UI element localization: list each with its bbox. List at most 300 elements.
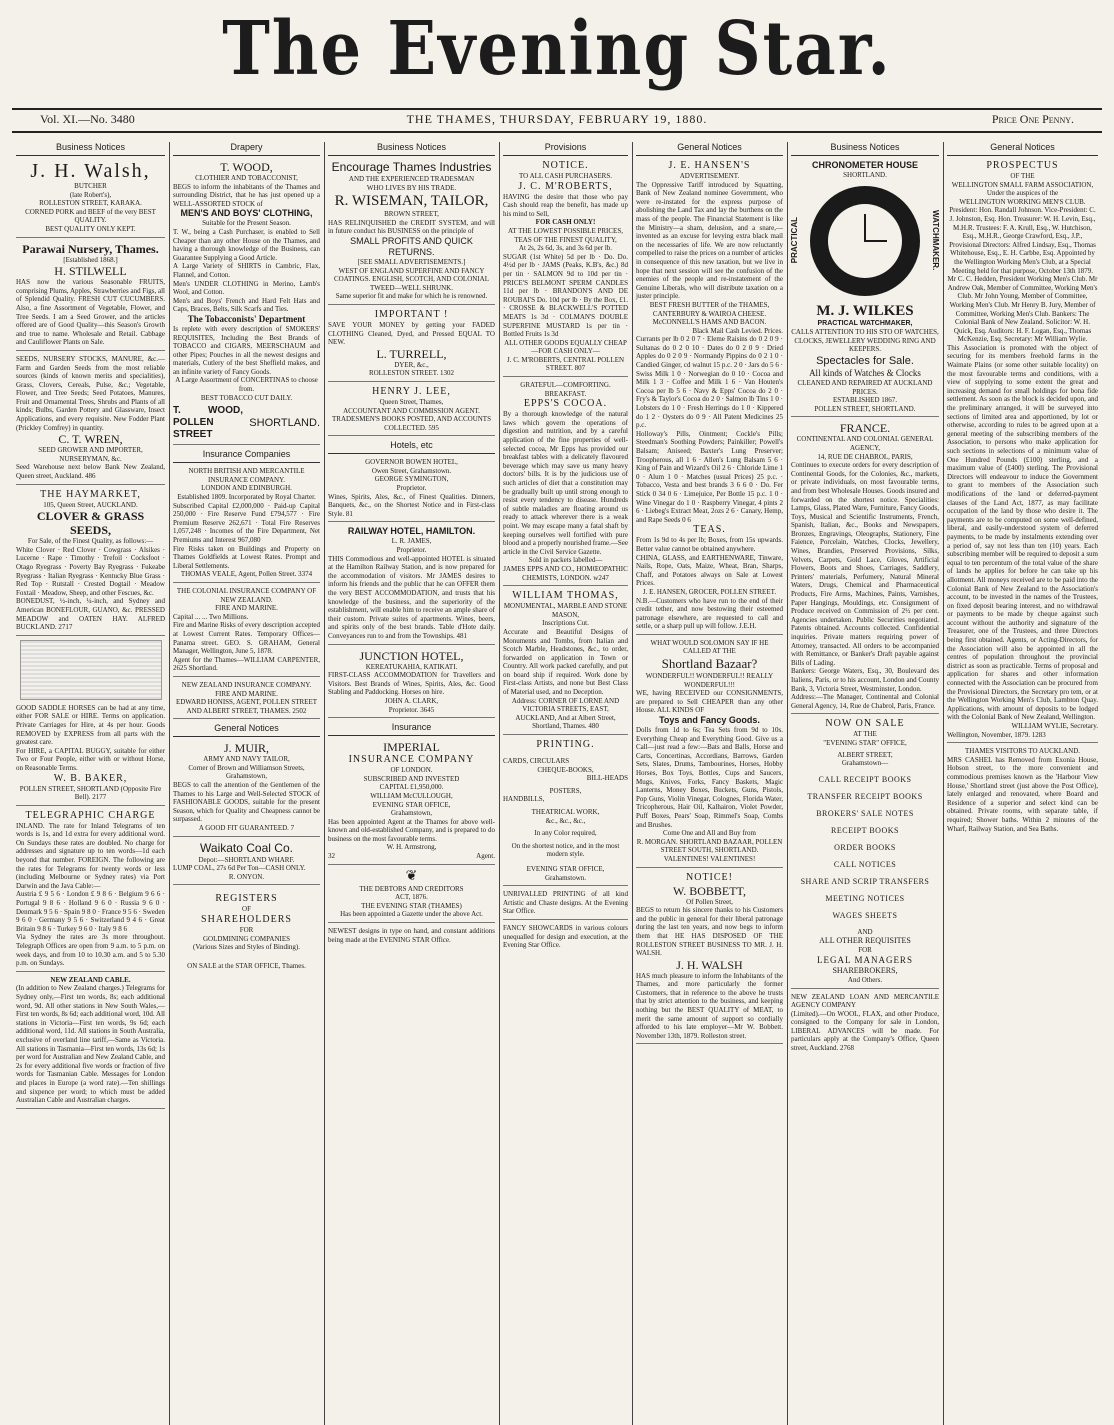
ad-text: VALENTINES! VALENTINES!: [663, 854, 756, 863]
ad-text: On the shortest notice, and in the most modern style.: [511, 841, 620, 859]
ad-text: WILLIAM WYLIE, Secretary.: [1011, 722, 1098, 730]
ad-heading: NEW ZEALAND LOAN AND MERCANTILE AGENCY COMPANY: [791, 992, 939, 1010]
ad-walsh-butcher: [16, 160, 165, 238]
ad-text: FOR: [239, 926, 254, 934]
section-heading: Business Notices: [328, 142, 495, 156]
ad-junction-hotel: [328, 649, 495, 719]
ad-text: Dolls from 1d to 6s; Tea Sets from 9d to 10s. Everything Cheap and Everything Good. Give us a Call—just read a few:—Bats and Balls, Horse and Carts, Concertinas, Accordians, Barrows, Garden Sets, Slates, Drums, Tambourines, Horses, Hobby Horses, Box Toys, Bottles, Cups and Saucers, Mugs, Knives, Forks, Fancy Baskets, Magic Lanterns, Money Boxes, Buckets, Guns, Pistols, Pop Guns, Violin Vinegar, Colognes, Florida Water, Tricopherous, Hair Oil, Kalhairon, Violet Powder, Puff Boxes, Pears' Soap, Rimmel's Soap, Combs and Brushes.: [636, 726, 783, 829]
column-6: [787, 142, 943, 1425]
ad-text: SHORTLAND.: [249, 417, 320, 430]
ad-text: ESTABLISHED 1867.: [833, 396, 897, 405]
ad-text: SAVE YOUR MONEY by getting your FADED CLOTHING Cleaned, Dyed, and Pressed EQUAL TO NEW.: [328, 320, 495, 347]
ad-text: EDWARD HONISS, AGENT, POLLEN STREET AND ALBERT STREET, THAMES. 2502: [175, 698, 318, 715]
ad-text: Of Pollen Street,: [686, 897, 733, 906]
ad-heading: Shortland Bazaar?: [661, 656, 758, 672]
ad-text: N.B.—Customers who have run to the end of their credit tether, and now bestowing their esteemed patronage elsewhere, are requested to call and settle, or a sharp pull up will follow. J.E.H.: [636, 596, 783, 631]
column-5: [632, 142, 787, 1425]
ad-subheading: SHAREHOLDERS: [201, 914, 292, 925]
sale-item: TRANSFER RECEIPT BOOKS: [807, 791, 923, 801]
dateline-rule: [12, 131, 1102, 133]
wood-signature: [173, 405, 320, 441]
ad-subheading: TEAS.: [693, 524, 726, 536]
ad-text: AT THE LOWEST POSSIBLE PRICES,: [508, 226, 623, 235]
ad-text: All kinds of Watches & Clocks: [809, 367, 921, 378]
ad-text: Proprietor.: [396, 484, 427, 493]
ad-text: TEAS OF THE FINEST QUALITY,: [514, 235, 617, 244]
ad-text: HAS now the various Seasonable FRUITS, comprising Plums, Apples, Strawberries and Figs, all of Splendid Quality. FRESH CUT CUCUMBERS. Also, a fine Assortment of Vegetable, Flower, and Tree Seeds. I am a Seed Grower, and the articles offered are of Good Quality—this Season's Growth and true to name. Wholesale and Retail. Cabbage and Cauliflower Plants on Sale.: [16, 278, 165, 347]
ad-heading: HENRY J. LEE,: [372, 385, 451, 397]
ad-table: SUGAR (1st White) 5d per lb · Do. Do. 4½d per lb · JAMS (Peaks, K.B's, &c.) 8d per tin · SALMON 9d to 10d per tin · PRICE'S BELMONT SPERM CANDLES 11d per lb · BRANDON'S AND DE ROUBAI'S Do. 10d per lb · By the Box, £1. · CROSSE & BLACKWELL'S POTTED MEATS 1s 3d · COLMAN'S DOUBLE SUPERFINE MUSTARD 1s per tin · Bottled Fruits 1s 3d: [503, 252, 628, 339]
ad-heading: RAILWAY HOTEL, HAMILTON.: [347, 526, 476, 537]
ad-text: Fire Risks taken on Buildings and Property on Thames Goldfields at Lowest Rates. Prompt and Liberal Settlements.: [173, 544, 320, 570]
ad-text: FIRE AND MARINE.: [215, 604, 278, 613]
ad-table: Austria £ 9 5 6 · London £ 9 8 6 · Belgium 9 6 6 · Portugal 9 8 6 · Holland 9 6 0 · Russia 9 6 0 · Denmark 9 5 6 · Spain 9 8 0 · France 9 5 6 · Sweden 9 6 0 · Germany 9 5 6 · Switzerland 9 4 6 · Great Britain 9 8 6 · Turkey 9 6 0 · Italy 9 8 6: [16, 890, 165, 933]
ad-text: Via Sydney the rates are 3s more throughout. Telegraph Offices are open from 9 a.m. to 5 p.m. on week days, and from 10 to 10.30 a.m. and 5 to 5.30 p.m. on Sundays.: [16, 933, 165, 968]
imperial-footer: [328, 852, 495, 861]
sale-item: SHARE AND SCRIP TRANSFERS: [800, 876, 930, 886]
ad-subheading: ARMY AND NAVY TAILOR,: [203, 755, 290, 764]
ad-text: ACT, 1876.: [395, 893, 428, 902]
ad-text: Seed Warehouse next below Bank New Zealand, Queen street, Auckland. 486: [16, 463, 165, 481]
section-heading: Insurance: [328, 722, 495, 736]
ad-text: KEREATUKAHIA, KATIKATI.: [365, 662, 458, 671]
ad-heading: NEW ZEALAND CABLE.: [50, 975, 131, 984]
ad-text: (late Robert's),: [69, 190, 112, 199]
ad-heading: PRINTING.: [536, 739, 595, 751]
section-heading: Business Notices: [791, 142, 939, 156]
ad-epps-cocoa: [503, 381, 628, 586]
ad-subheading: L. R. JAMES,: [391, 537, 432, 546]
ad-text: FIRST-CLASS ACCOMMODATION for Travellers and Visitors. Best Brands of Wines, Spirits, Ales, &c. Good Stabling and Paddocking. Horses on hire.: [328, 671, 495, 697]
ad-heading: L. TURRELL,: [376, 346, 447, 361]
ad-text: Is replete with every description of SMOKERS' REQUISITES, Including the Best Brands of TOBACCO and CIGARS, MEERSCHAUM and other Pipes; Pouches in all the newest designs and materials, Cutlery of the best Sheffield makes, and an infinite variety of Fancy Goods.: [173, 324, 320, 376]
ad-text: Capital ... ... Two Millions.: [173, 612, 249, 621]
ad-text: T. WOOD, POLLEN STREET: [173, 405, 243, 441]
ad-heading: J. H. Walsh,: [30, 160, 151, 182]
sale-item: WAGES SHEETS: [832, 910, 898, 920]
ad-heading: THE HAYMARKET,: [40, 488, 141, 500]
ad-text: POLLEN STREET, SHORTLAND (Opposite Fire Bell). 2177: [19, 784, 162, 802]
ad-text: THOMAS VEALE, Agent, Pollen Street. 3374: [180, 570, 313, 579]
horse-carriage-illustration: [20, 640, 162, 700]
ad-text: BROWN STREET,: [384, 210, 439, 219]
ad-imperial-insurance: [328, 740, 495, 865]
ad-text: HAVING the desire that those who pay Cash should reap the benefit, has made up his mind to Sell,: [503, 192, 628, 218]
ad-text: BEGS to return his sincere thanks to his Customers and the public in general for their liberal patronage during the last ten years, and now begs to inform them that HE HAS DISPOSED OF THE ROLLESTON STREET BUSINESS TO MR. J. H. WALSH.: [636, 906, 783, 958]
ad-baker-horses: [16, 640, 165, 806]
ad-heading: NEW ZEALAND INSURANCE COMPANY.: [181, 680, 312, 689]
ad-subheading: CLOTHIER AND TOBACCONIST,: [195, 174, 298, 182]
ad-text: Has been appointed a Gazette under the above Act.: [340, 910, 483, 919]
ad-text: 105, Queen Street, AUCKLAND.: [43, 500, 138, 509]
ad-subheading: Spectacles for Sale.: [816, 354, 914, 367]
ad-text: Agent.: [476, 852, 495, 861]
ad-heading: Parawai Nursery, Thames.: [22, 241, 159, 256]
ad-text: W. H. Armstrong,: [386, 843, 437, 852]
dateline: [12, 112, 1102, 130]
ad-subheading: J. C. M'ROBERTS,: [518, 180, 613, 192]
ad-subheading: "EVENING STAR" OFFICE,: [823, 738, 907, 747]
ad-heading: T. WOOD,: [220, 160, 273, 174]
ad-text: T. W., being a Cash Purchaser, is enabled to Sell Cheaper than any other House on the Thames, and having a thorough knowledge of the Business, can Guarantee Supplying a Good Article.: [173, 227, 320, 262]
ad-text: BEST QUALITY ONLY KEPT.: [45, 224, 136, 233]
ad-text: THE EVENING STAR (THAMES): [361, 901, 462, 910]
ad-text: (Various Sizes and Styles of Binding).: [193, 943, 300, 952]
ad-colonial-insurance: [173, 587, 320, 677]
ad-text: J. E. HANSEN, GROCER, POLLEN STREET.: [642, 587, 777, 596]
ad-text: Has been appointed Agent at the Thames for above well-known and old-established Company, and is prepared to do business on the most favourable terms.: [328, 817, 495, 843]
ad-text: POLLEN STREET, SHORTLAND.: [814, 404, 916, 413]
ad-text: CAPITAL £1,950,000.: [379, 783, 444, 792]
ad-subheading: EPPS'S COCOA.: [523, 398, 608, 410]
ad-text: And Others.: [847, 975, 883, 984]
sale-item: CALL NOTICES: [833, 859, 897, 869]
ad-hansen-grocer: [636, 160, 783, 635]
ad-text: Fire and Marine Risks of every description accepted at Lowest Current Rates. Temporary Offices—Panama street. GEO. S. GRAHAM, General Manager, Wellington, June 5, 1878.: [173, 621, 320, 656]
ad-text: Men's and Boys' French and Hard Felt Hats and Caps, Braces, Belts, Silk Scarfs and Ties.: [173, 296, 320, 314]
ad-text: R. ONYON.: [228, 872, 265, 881]
ad-text: Address: CORNER OF LORNE AND VICTORIA STREETS, EAST, AUCKLAND, And at Albert Street, Shortland, Thames. 480: [511, 696, 620, 731]
ad-text: AT THE: [853, 730, 877, 739]
ad-shortland-bazaar: [636, 639, 783, 868]
ad-subheading: ADVERTISEMENT.: [679, 172, 740, 180]
ad-text: Owen Street, Grahamstown.: [371, 466, 452, 475]
ad-heading: CHRONOMETER HOUSE: [811, 160, 918, 170]
ad-registers: [173, 893, 320, 973]
ad-text: BEGS to inform the inhabitants of the Thames and surrounding District, that he has just opened up a WELL-ASSORTED STOCK of: [173, 182, 320, 208]
ad-text: EVENING STAR OFFICE,: [526, 864, 605, 873]
ad-text: WHO LIVES BY HIS TRADE.: [366, 183, 457, 192]
ad-governor-bowen-hotel: [328, 458, 495, 522]
ad-text: Established 1809. Incorporated by Royal Charter.: [177, 493, 316, 502]
clock-row: [791, 180, 939, 302]
sale-item: MEETING NOTICES: [825, 893, 905, 903]
ad-text: [SEE SMALL ADVERTISEMENTS.]: [357, 257, 466, 266]
ad-text: ROLLESTON STREET. 1302: [368, 369, 455, 378]
ad-printing: [503, 739, 628, 886]
ad-table: Currants per lb 0 2 0 7 · Eleme Raisins do 0 2 0 9 · Sultanas do 0 2 0 10 · Dates do 0 2 0 9 · Dried Apples do 0 2 0 9 · Normandy Pippins do 0 2 1 0 · Candied Ginger, cd walnut 15 p.c. 2 0 · Jars do 5 6 · Swiss Milk 1 0 · Norwegian do 0 10 · Cocoa and Milk 1 3 · Coffee and Milk 1 6 · Van Houten's Cocoa per lb 5 6 · Navy & Epps' Cocoa do 2 0 · Fry's & Taylor's Cocoa do 2 0 · Salmon lb Tins 1 0 · Lobsters do 1 0 · Fresh Herrings do 1 0 · Kippered do 1 2 · Oysters do 0 9 · All Patent Medicines 25 p.c.: [636, 335, 783, 430]
ad-text: TO ALL CASH PURCHASERS.: [519, 172, 612, 180]
ad-text: Wellington, November, 1879. 1283: [947, 730, 1046, 739]
ad-text: HAS much pleasure to inform the Inhabitants of the Thames, and more particularly the former Customers, that in reference to the above he trusts that by strict attention to the business, and keeping nothing but the BEST QUALITY of MEAT, to merit the same amount of support so cordially afforded to his late employer—Mr W. Bobbett. November 13th, 1879. Rolleston street.: [636, 971, 783, 1040]
ad-text: R. MORGAN. SHORTLAND BAZAAR, POLLEN STREET SOUTH, SHORTLAND.: [636, 837, 783, 855]
ad-heading: M. J. WILKES: [816, 302, 914, 319]
ad-text: CLEANED AND REPAIRED AT AUCKLAND PRICES.: [797, 378, 933, 396]
masthead: [0, 0, 1114, 98]
ad-text: A Large Variety of SHIRTS in Cambric, Flax, Flannel, and Cotton.: [173, 262, 320, 279]
ad-text: &c., &c., &c.,: [545, 816, 586, 825]
ad-subheading: CLOVER & GRASS SEEDS,: [36, 509, 145, 538]
ad-heading: Encourage Thames Industries: [331, 160, 492, 174]
ad-subheading: Toys and Fancy Goods.: [659, 715, 760, 726]
ad-subheading: GEORGE SYMINGTON,: [374, 475, 449, 484]
ad-text: CALLS ATTENTION TO HIS STO OF WATCHES, CLOCKS, JEWELLERY WEDDING RING AND KEEPERS.: [791, 328, 939, 354]
ad-text: FOR: [858, 946, 872, 955]
ad-subheading: PRACTICAL WATCHMAKER,: [817, 319, 913, 327]
ad-heading: PROSPECTUS: [986, 160, 1059, 171]
section-heading: General Notices: [947, 142, 1098, 156]
ad-nz-loan-agency: [791, 993, 939, 1056]
ad-text: UNRIVALLED PRINTING of all kind Artistic and Chaste designs. At the Evening Star Office.: [503, 890, 628, 916]
clock-icon: [810, 186, 920, 296]
ad-subheading: H. STILWELL: [54, 264, 127, 279]
ad-text: WHAT WOULD SOLOMON SAY IF HE CALLED AT THE: [650, 638, 769, 656]
ad-heading: IMPERIAL: [383, 740, 440, 755]
ad-heading: NOW ON SALE: [825, 718, 905, 730]
ad-text: Inscriptions Cut.: [542, 619, 589, 628]
section-heading: Business Notices: [16, 142, 165, 156]
ad-text: WONDERFUL!! WONDERFUL!! REALLY WONDERFUL!!!: [645, 672, 774, 689]
section-heading: Hotels, etc: [328, 440, 495, 454]
ad-nz-cable: [16, 976, 165, 1109]
ad-heading: Waikato Coal Co.: [200, 840, 293, 855]
ad-text: POSTERS,: [549, 786, 582, 795]
ad-text: Suitable for the Present Season.: [202, 219, 291, 228]
ad-heading: C. T. WREN,: [58, 432, 123, 447]
sale-item: CALL RECEIPT BOOKS: [818, 774, 912, 784]
columns: [12, 142, 1102, 1425]
ad-text: WATCHMAKER.: [931, 210, 940, 271]
ad-heading: THE DEBTORS AND CREDITORS: [359, 884, 464, 893]
ad-heading: FRANCE.: [839, 421, 891, 436]
ad-wood-clothier: [173, 160, 320, 445]
ad-text: ROLLESTON STREET, KARAKA.: [39, 199, 142, 208]
ad-text: HAS RELINQUISHED the CREDIT SYSTEM, and will in future conduct his BUSINESS on the principle of: [328, 218, 495, 236]
ad-table: Subscribed Capital £2,000,000 · Paid-up Capital 250,000 · Fire Reserve Fund £794,577 · Fire Premium Reserve 262,671 · Total Fire Reserves 1,057,248 · Incomes of the Fire Department, Net Premiums and Interest 967,080: [173, 501, 320, 544]
ad-text: CHINA, GLASS, and EARTHENWARE, Tinware, Nails, Rope, Oats, Maize, Wheat, Bran, Sharps, Chaff, and Potatoes always on Sale at Lowest Prices.: [636, 553, 783, 588]
ad-text: THEATRICAL WORK,: [531, 808, 600, 816]
ad-text: In any Color required,: [534, 829, 597, 838]
ad-heading: NORTH BRITISH AND MERCANTILE INSURANCE COMPANY.: [188, 467, 305, 484]
column-1: [12, 142, 169, 1425]
ad-text: OF THE: [1010, 172, 1035, 180]
ad-heading: WILLIAM THOMAS,: [512, 590, 619, 602]
ad-text: 14, RUE DE CHABROL, PARIS,: [817, 452, 913, 461]
ad-unrivalled-printing: [503, 890, 628, 920]
ad-text: A Large Assortment of CONCERTINAS to choose from.: [175, 376, 318, 394]
ad-haymarket: [16, 489, 165, 636]
ad-heading: THAMES VISITORS TO AUCKLAND.: [965, 747, 1080, 756]
ad-text: The Oppressive Tariff introduced by Squatting, Bank of New Zealand nominee Government, who were re-instated for the express purpose of abolishing the Land Tax and lay the burthens on the mass of the people. The Financial Statement is like the Ministry—a sham, delusion, and a snare,—invented as an excuse for levying extra black mail on the necessaries of life. We are now reluctantly compelled to raise the prices on a number of articles in consequence of this new taxation, but we live in hope that next session will see the confusion of the enemies of the people and re-instatement of the Genuine Liberals, who will distribute taxation on a juster principle.: [636, 180, 783, 301]
ad-text: BONEDUST, ½-inch, ¼-inch, and Sydney and American BONEFLOUR, GUANO, &c. PRESSED MEADOW and OATEN HAY. ALFRED BUCKLAND. 2717: [16, 597, 165, 632]
ad-subheading: ACCOUNTANT AND COMMISSION AGENT.: [343, 406, 480, 415]
sale-item: RECEIPT BOOKS: [831, 825, 899, 835]
ad-text: [Established 1868.]: [63, 255, 118, 264]
ad-text: WE, having RECEIVED our CONSIGNMENTS, are prepared to Sell CHEAPER than any other House. ALL KINDS OF: [636, 689, 783, 715]
ad-text: MRS CASHEL has Removed from Exonia House, Hobson street, to the more convenient and commodious premises known as the 'Harbour View House,' Shortland street (just above the Post Office), lately enlarged and renovated, where Board and Residence of a superior and select kind can be obtained. Private rooms, with separate table, if required; Shower baths. Within 2 minutes of the Wharf, Railway Station, and Sea Baths.: [947, 755, 1098, 833]
ad-text: Men's UNDER CLOTHING in Merino, Lamb's Wool, and Cotton.: [173, 279, 320, 297]
ad-text: NEWEST designs in type on hand, and constant additions being made at the EVENING STAR Office.: [328, 927, 495, 944]
column-2: [169, 142, 324, 1425]
ad-subheading: INSURANCE COMPANY: [348, 754, 475, 766]
ad-text: ALL OTHER GOODS EQUALLY CHEAP —FOR CASH ONLY—: [504, 338, 627, 356]
ad-text: CORNED PORK and BEEF of the very BEST QUALITY.: [25, 207, 156, 225]
sale-items-list: [791, 775, 939, 921]
ad-heading: NOTICE.: [542, 160, 589, 171]
ad-continental-agency: [791, 421, 939, 714]
ad-turrell-dyer: [328, 309, 495, 382]
ad-north-british: [173, 467, 320, 583]
ad-text: This Association is promoted with the object of securing for its members freehold farms in the Waimate Plains (or some other suitable locality) on the most favourable terms and conditions, with a view of supplying to some extent the great and increasing demand for small holdings for bona fide settlement. As soon as the block is decided upon, and the preliminary arranged, it will be surveyed into sections of limited area and apportioned, by lot or otherwise, according to rules to be agreed upon at a general meeting of the subscribing members of the Association, to persons who make application for such sections in selections of a minimum value of One Hundred Pounds (£100) sterling, and a maximum value of (£400) sterling. The Provisional Directors will endeavour to induce the Government to grant to members of the Association such modifications of the land or deferred-payment clauses of the Land Act, 1877, as may facilitate occupation of the land by those who desire it. The payments are to be computed on some well-defined, liberal, and easily-understood system of deferred payments, to be made by instalments extending over a period of, say not less than ten (10) years. Each subscribing member will be required to deposit a sum equal to ten percentum of the total value of the share of lands he applies for before he can take up his allotment. All moneys received are to be paid into the Colonial Bank of New Zealand to the Association's account, to be invested in the names of the Trustees, on fixed deposit bearing interest, and no withdrawal or payments to be made by cheque against such account without the authority and signature of the Treasurer, one of the Trustees, and three Directors being first obtained. Agents, or Acting-Directors, for the Association will also be appointed in all the centres of population throughout the provincial district as soon as practicable. Terms of proposal and application for shares and other information connected with the Association can be procured from the Provisional Directors, the Secretary pro tem, or at the Wellington Working Men's Club, Lambton Quay. Applications, with amount of deposits to be lodged with the Colonial Bank of New Zealand, Wellington.: [947, 343, 1098, 722]
ad-text: By a thorough knowledge of the natural laws which govern the operations of digestion and nutrition, and by a careful application of the fine properties of well-selected cocoa, Mr Epps has provided our breakfast tables with a delicately flavoured beverage which may save us many heavy doctors' bills. It is by the judicious use of such articles of diet that a constitution may be gradually built up until strong enough to resist every tendency to disease. Hundreds of subtle maladies are floating around us ready to attack wherever there is a weak point. We may escape many a fatal shaft by keeping ourselves well fortified with pure blood and a properly nourished frame.—See article in the Civil Service Gazette.: [503, 410, 628, 556]
section-heading: Provisions: [503, 142, 628, 156]
ad-text: Grahamstown.: [544, 873, 587, 882]
issue-price: Price One Penny.: [991, 112, 1074, 126]
ad-heading: GOVERNOR BOWEN HOTEL,: [365, 458, 458, 467]
ad-text: At 2s, 2s 6d, 3s, and 3s 6d per lb.: [518, 244, 613, 253]
ad-text: President: Hon. Randall Johnson. Vice-President: C. J. Johnston, Esq. Hon. Treasurer: W. H. Levin, Esq., M.H.R. Trustees: F. A. Krull, Esq., W. Hutchison, Esq., M.H.R., George Crawford, Esq., J.P., Provisional Directors: Alfred Lindsay, Esq., Thomas Whitehouse, Esq., E. H. Carbbe, Esq. Appointed by the Wellington Working Men's Club, at a Special Meeting held for that purpose, October 13th 1879. Mr C. C. Hedden, President Working Men's Club. Mr Andrew Oak, Member of Committee, Working Men's Club. Mr John Young, Member of Committee, Working Men's Club. Mr Henry B. Jury, Member of Committee, Working Men's Club. Bankers: The Colonial Bank of New Zealand. Solicitor: W. H. Quick, Esq. Auditors: H. F. Logan, Esq., Thomas McKenzie, Esq. Secretary: Mr William Wylie.: [947, 206, 1098, 344]
ad-text: OF: [242, 905, 251, 914]
ad-text: SUBSCRIBED AND INVESTED: [363, 774, 460, 783]
column-7: [943, 142, 1102, 1425]
section-heading: General Notices: [636, 142, 783, 156]
ad-subheading: MEN'S AND BOYS' CLOTHING,: [180, 208, 313, 219]
ad-text: EVENING STAR OFFICE,: [372, 800, 451, 809]
ad-text: For HIRE, a CAPITAL BUGGY, suitable for either Two or Four People, either with or without Horse, on Reasonable Terms.: [16, 746, 165, 772]
ad-table: Holloway's Pills, Ointment; Cockle's Pills; Steedman's Soothing Powders; Painkiller; Powell's Balsam; Aniseed; Baxter's Lung Preserver; Troopherous, all 1 6 · Allen's Lung Balsam 5 6 · King of Pain and Wizard's Oil 2 6 · Chloride Lime 1 0 · Alum 1 0 · Matches (usual Prices) 25 p.c. · Tobacco, Vesta and best brands 3 6 6 0 · Do. Fer Stick 0 34 0 6 · Limejuice, Per Bottle 15 p.c. 1 0 · Wine Vinegar do 1 0 · Raspberry Vinegar, 4 pints 2 6 · Liebeg's Extract Meat, 2ozs 2 6 · Canary, Hemp, and Rape Seeds 0 6: [636, 429, 783, 524]
ad-text: HANDBILLS,: [503, 795, 545, 804]
ad-text: GOOD SADDLE HORSES can be had at any time, either FOR SALE or HIRE. Terms on application. Private Carriages for Hire, at 4s per hour. Goods REMOVED by EXPRESS from all parts with the greatest care.: [16, 703, 165, 747]
ad-railway-hotel: [328, 526, 495, 644]
ad-text: LONDON AND EDINBURGH.: [201, 484, 292, 493]
ad-text: From 1s 9d to 4s per lb; Boxes, from 15s upwards. Better value cannot be obtained anywhere.: [636, 536, 783, 553]
ad-text: FIRE AND MARINE.: [215, 689, 278, 698]
ad-nz-insurance: [173, 681, 320, 719]
ad-heading: JUNCTION HOTEL,: [359, 648, 464, 663]
ad-text: FOR CASH ONLY!: [535, 218, 596, 227]
ad-heading: REGISTERS: [215, 893, 278, 905]
ad-thomas-mason: [503, 590, 628, 735]
ad-text: Under the auspices of the: [986, 189, 1059, 198]
ad-text: BEST TOBACCO CUT DAILY.: [200, 393, 293, 402]
top-rule: [12, 108, 1102, 110]
ad-text: INLAND. The rate for Inland Telegrams of ten words is 1s, and 1d extra for every additional word. On Sundays these rates are doubled. No charge for addresses and signature up to ten words—1d each beyond that number. FOREIGN. The following are the rates for Telegrams for twenty words or less (including Melbourne or Sydney rates) via Port Darwin and the Java Cable:—: [16, 821, 165, 890]
ad-heading: IMPORTANT !: [374, 308, 449, 320]
ad-text: SHORTLAND.: [843, 171, 887, 179]
ad-text: Grahamstown—: [841, 759, 889, 768]
ad-waikato-coal: [173, 841, 320, 886]
ad-text: 32: [328, 852, 335, 861]
ad-text: Queen Street, Thames,: [379, 397, 444, 406]
ad-lee-accountant: [328, 386, 495, 436]
ad-table-header: Black Mail Cash Levied. Prices.: [692, 326, 783, 335]
ad-text: Bankers: George Waters, Esq., 30, Boulevard des Italiens, Paris, or to his account, London and County Bank, 3, Victoria Street, Westminster, London.: [791, 667, 939, 693]
ad-text: (In addition to New Zealand charges.) Telegrams for Sydney only,—First ten words, 8s; each additional word, 9d. All other stations in New South Wales,—First ten words, 8s 6d; each additional word, 10d. All stations in Victoria—First ten words, 9s 6d; each additional word, 11d. All stations in South Australia, exclusive of overland line tariff,—Same as Victoria. All stations in Tasmania—First ten words, 13s 6d; 1s per word for Australian and New Zealand Cable, and 2s for every additional five words or fraction of five words for Tasmanian Cable. Messages for London and places in Europe (a word rate).—Ten shillings and sixpence per word; to which must be added Australian Cable and Australian charges.: [16, 984, 165, 1105]
ad-text: PRACTICAL: [790, 217, 799, 264]
ad-text: BILL-HEADS: [586, 774, 628, 783]
ad-text: For Sale, of the Finest Quality, as follows:—: [27, 537, 154, 546]
ad-stilwell-nursery: [16, 242, 165, 351]
ad-text: White Clover · Red Clover · Cowgrass · Alsikes · Lucerne · Rape · Timothy · Trefoil · Cocksfoot · Otago Ryegrass · Poverty Bay Ryegrass · Fukeabe Ryegrass · Italian Ryegrass · Kentucky Blue Grass · Red Top · Rutstall · Crested Dogtail · Meadow Foxtail · Meadow, Sheep, and other Fescues, &c.: [16, 545, 165, 597]
section-heading: Insurance Companies: [173, 449, 320, 463]
ad-text: BREAKFAST.: [544, 389, 587, 398]
ad-prospectus: [947, 160, 1098, 743]
ad-debtors-creditors: [328, 869, 495, 923]
ad-subheading: CONTINENTAL AND COLONIAL GENERAL AGENCY,: [796, 435, 934, 452]
ad-bobbett-notice: [636, 872, 783, 1045]
ad-text: Wines, Spirits, Ales, &c., of Finest Qualities. Dinners, Banquets, &c., on the Shortest Notice and in First-class Style. 81: [328, 492, 495, 518]
ad-text: SHAREBROKERS,: [832, 965, 898, 975]
issue-date: THE THAMES, THURSDAY, FEBRUARY 19, 1880.: [406, 112, 708, 126]
ad-wren-seeds: [16, 355, 165, 485]
ad-text: BEST FRESH BUTTER of the THAMES, CANTERBURY & WAIROA CHEESE. McCONNELL'S HAMS AND BACON.: [649, 300, 770, 327]
ad-subheading: WELLINGTON WORKING MEN'S CLUB.: [959, 197, 1086, 206]
ad-text: (Limited).—On WOOL, FLAX, and other Produce, consigned to the Company for sale in London, LIBERAL ADVANCES will be made. For particulars apply at the Company's Office, Queen street, Auckland. 2768: [791, 1009, 939, 1053]
sale-item: ORDER BOOKS: [834, 842, 896, 852]
ad-text: ALBERT STREET,: [837, 750, 893, 759]
ad-text: Agent for the Thames—WILLIAM CARPENTER, 2625 Shortland.: [173, 655, 320, 673]
ad-wilkes-watchmaker: [791, 160, 939, 417]
column-3: [324, 142, 499, 1425]
ad-heading: W. B. BAKER,: [53, 772, 128, 784]
ad-heading: TELEGRAPHIC CHARGE: [25, 809, 156, 821]
ad-mroberts-provisions: [503, 160, 628, 377]
ad-subheading: WILLIAM McCULLOUGH,: [370, 791, 453, 800]
section-heading: General Notices: [173, 723, 320, 737]
ad-muir-tailor: [173, 741, 320, 836]
ad-text: Depot:—SHORTLAND WHARF.: [198, 855, 295, 864]
ad-subheading: BUTCHER: [74, 182, 107, 190]
ad-telegraph-charges: [16, 810, 165, 972]
newspaper-title: The Evening Star.: [222, 5, 892, 93]
ad-text: J. C. M'ROBERTS, CENTRAL POLLEN STREET. 807: [506, 355, 625, 373]
ad-text: Come One and All and Buy from: [663, 829, 756, 838]
ad-heading: GRATEFUL—COMFORTING.: [520, 381, 611, 390]
ad-text: CARDS, CIRCULARS: [503, 757, 570, 766]
ad-text: Address:—The Manager, Continental and Colonial General Agency, 14, Rue de Chabrol, Paris, France.: [791, 693, 939, 710]
sale-item: BROKERS' SALE NOTES: [816, 808, 914, 818]
ad-text: ON SALE at the STAR OFFICE, Thames.: [187, 961, 306, 970]
ad-text: Grahamstown,: [390, 809, 433, 818]
ad-subheading: LEGAL MANAGERS: [817, 954, 913, 965]
ad-text: Accurate and Beautiful Designs of Monuments and Tombs, from Italian and Scotch Marble, Headstones, &c., to order, forwarded on application in Town or Country. All work packed carefully, and put on board ship if required. Work done by First-class Artists, and none but Best Class of Material used, and no Deception.: [503, 627, 628, 697]
ad-text: CHEQUE-BOOKS,: [537, 765, 594, 774]
ad-heading: THE COLONIAL INSURANCE COMPANY OF NEW ZEALAND.: [176, 586, 317, 604]
ad-text: ALL OTHER REQUISITES: [819, 936, 911, 946]
ad-heading: J. MUIR,: [223, 741, 269, 756]
section-heading: Drapery: [173, 142, 320, 156]
ad-text: Proprietor. 3645: [388, 705, 435, 714]
ad-text: Proprietor.: [396, 546, 427, 555]
ad-subheading: WELLINGTON SMALL FARM ASSOCIATION,: [951, 180, 1094, 189]
volume-number: Vol. XI.—No. 3480: [40, 112, 135, 126]
ad-subheading: JOHN A. CLARK,: [384, 696, 439, 705]
ad-text: BEGS to call the attention of the Gentlemen of the Thames to his Large and Well-Selected STOCK of FASHIONABLE GOODS, suitable for the present Season, which for Quality and Cheapness cannot be surpassed.: [173, 781, 320, 824]
ad-text: JAMES EPPS AND CO., HOMŒOPATHIC CHEMISTS, LONDON. w247: [503, 564, 628, 582]
ad-text: Corner of Brown and Williamson Streets, Grahamstown,: [188, 763, 305, 781]
ad-subheading: W. BOBBETT,: [672, 883, 746, 898]
crest-icon: ❦: [405, 868, 418, 884]
ad-wiseman-tailor: [328, 160, 495, 305]
ad-cashel-boarding: [947, 747, 1098, 836]
ad-subheading: SEED GROWER AND IMPORTER, NURSERYMAN, &c.: [38, 446, 143, 463]
ad-subheading: The Tobacconists' Department: [187, 313, 306, 324]
ad-text: TRADESMEN'S BOOKS POSTED, AND ACCOUNTS COLLECTED. 595: [332, 415, 491, 432]
ad-text: Sold in packets labelled—: [528, 556, 603, 565]
ad-text: GOLDMINING COMPANIES: [202, 934, 291, 943]
ad-subheading: MONUMENTAL, MARBLE AND STONE MASON,: [503, 602, 628, 619]
ad-text: WEST OF ENGLAND SUPERFINE AND FANCY COATINGS. ENGLISH, SCOTCH, AND COLONIAL TWEED—WELL SHRUNK.: [334, 266, 489, 292]
ad-text: Same superior fit and make for which he is renowned.: [335, 292, 488, 301]
ad-text: A GOOD FIT GUARANTEED. 7: [198, 824, 295, 833]
ad-text: FANCY SHOWCARDS in various colours unequalled for design and execution, at the Evening Star Office.: [503, 923, 628, 950]
ad-subheading: SMALL PROFITS AND QUICK RETURNS.: [350, 235, 473, 257]
ad-heading: R. WISEMAN, TAILOR,: [334, 193, 489, 210]
ad-heading: J. E. HANSEN'S: [668, 160, 751, 171]
ad-subheading: J. H. WALSH: [676, 957, 743, 972]
ad-text: LUMP COAL, 27s 6d Per Ton—CASH ONLY.: [173, 864, 306, 873]
ad-subheading: DYER, &c.,: [394, 360, 429, 369]
